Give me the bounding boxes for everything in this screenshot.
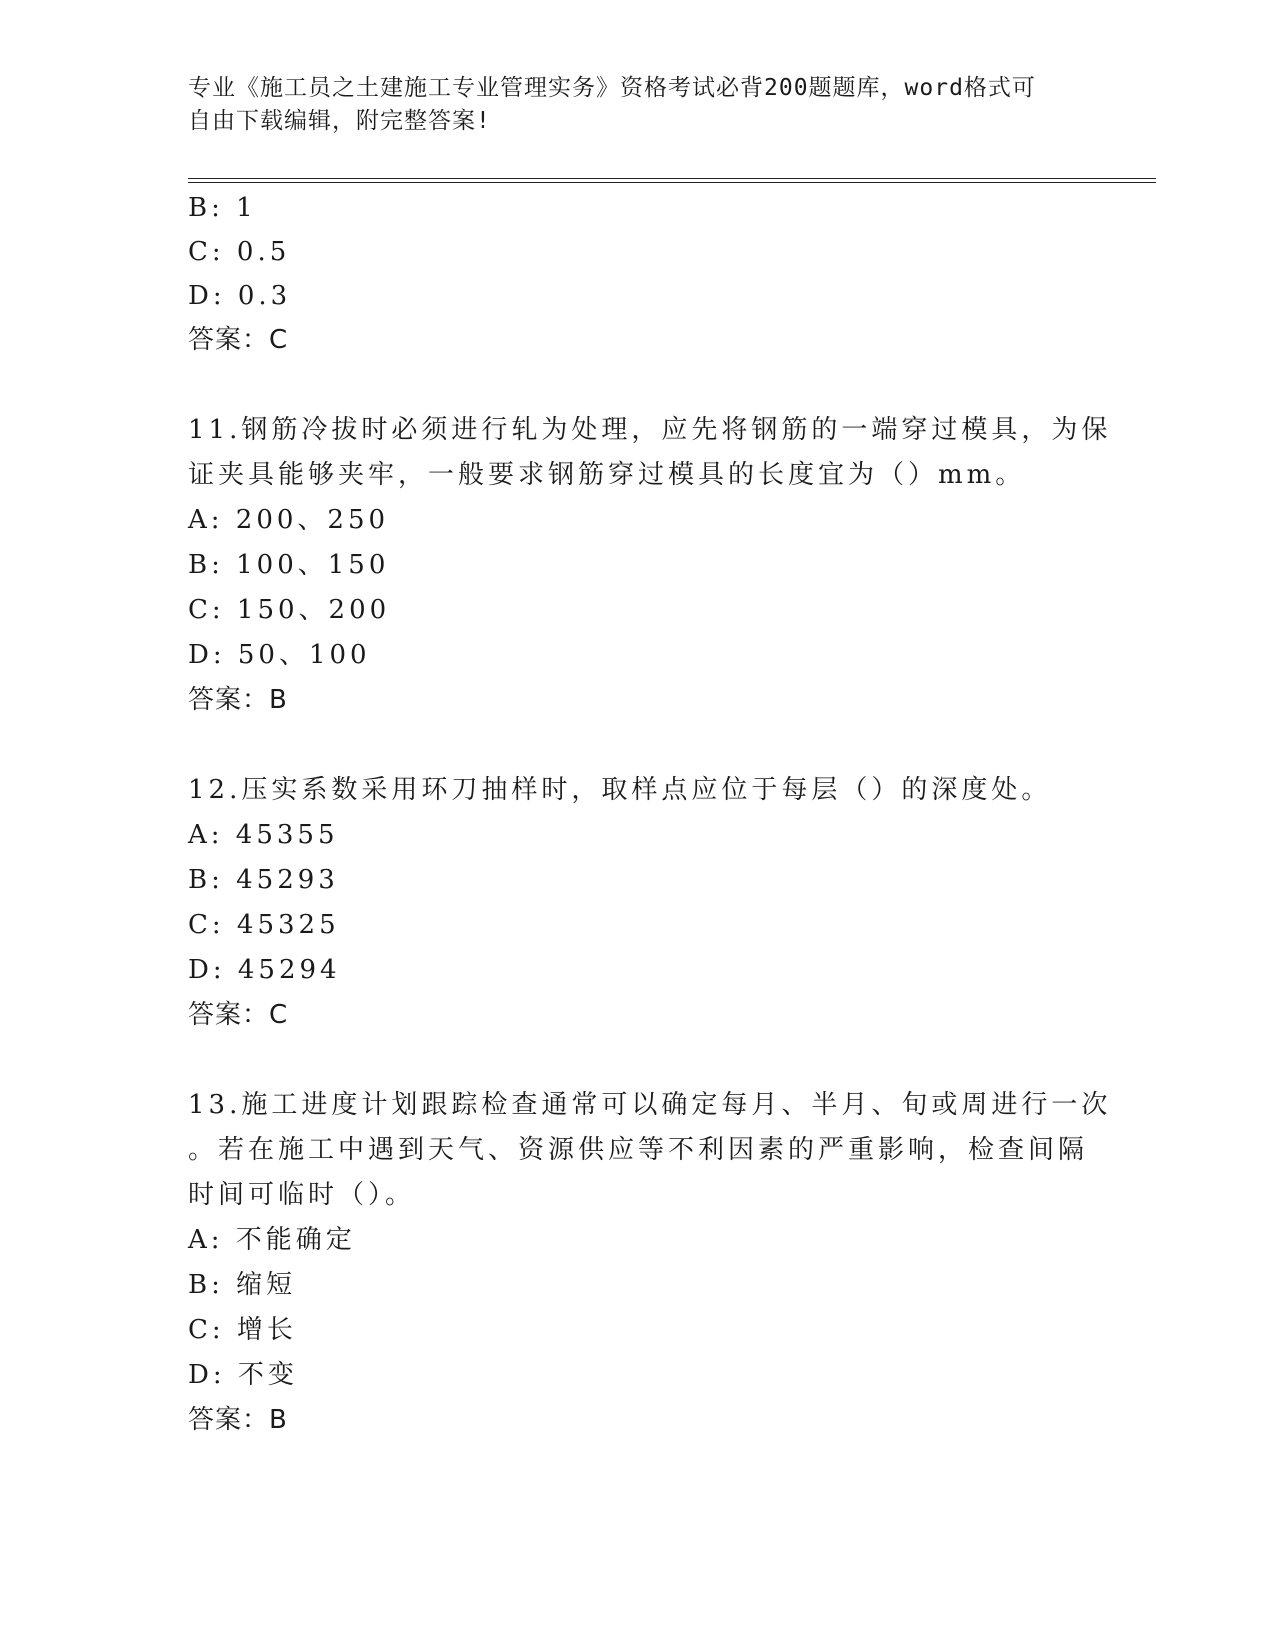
q12-option-b: B: 45293 <box>188 865 339 895</box>
q11-stem-line-1: 11.钢筋冷拔时必须进行轧为处理，应先将钢筋的一端穿过模具，为保 <box>188 415 1112 445</box>
q11-option-d: D: 50、100 <box>188 640 371 670</box>
q11-option-c: C: 150、200 <box>188 595 391 625</box>
q13-option-a: A: 不能确定 <box>188 1225 356 1255</box>
header-line-1: 专业《施工员之土建施工专业管理实务》资格考试必背200题题库，word格式可 <box>188 75 1036 101</box>
q13-stem-line-1: 13.施工进度计划跟踪检查通常可以确定每月、半月、旬或周进行一次 <box>188 1090 1112 1120</box>
header-divider <box>188 178 1156 183</box>
document-header <box>188 72 1068 138</box>
q12-answer: 答案：C <box>188 1000 289 1030</box>
q11-option-a: A: 200、250 <box>188 505 390 535</box>
q13-option-b: B: 缩短 <box>188 1270 297 1300</box>
q13-stem-line-3: 时间可临时（）。 <box>188 1180 416 1210</box>
q10-option-c: C: 0.5 <box>188 237 291 267</box>
q12-option-c: C: 45325 <box>188 910 340 940</box>
q11-answer: 答案：B <box>188 685 288 715</box>
header-line-2: 自由下载编辑，附完整答案! <box>188 108 491 134</box>
q13-option-d: D: 不变 <box>188 1360 298 1390</box>
q12-stem-line-1: 12.压实系数采用环刀抽样时，取样点应位于每层（）的深度处。 <box>188 775 1052 805</box>
q11-option-b: B: 100、150 <box>188 550 390 580</box>
q13-stem-line-2: 。若在施工中遇到天气、资源供应等不利因素的严重影响，检查间隔 <box>188 1135 1089 1165</box>
q10-option-d: D: 0.3 <box>188 281 292 311</box>
q13-answer: 答案：B <box>188 1405 288 1435</box>
q11-stem-line-2: 证夹具能够夹牢，一般要求钢筋穿过模具的长度宜为（）mm。 <box>188 460 1026 490</box>
q10-option-b: B: 1 <box>188 193 257 223</box>
q13-option-c: C: 增长 <box>188 1315 297 1345</box>
q12-option-a: A: 45355 <box>188 820 339 850</box>
q10-answer: 答案：C <box>188 325 289 355</box>
q12-option-d: D: 45294 <box>188 955 341 985</box>
